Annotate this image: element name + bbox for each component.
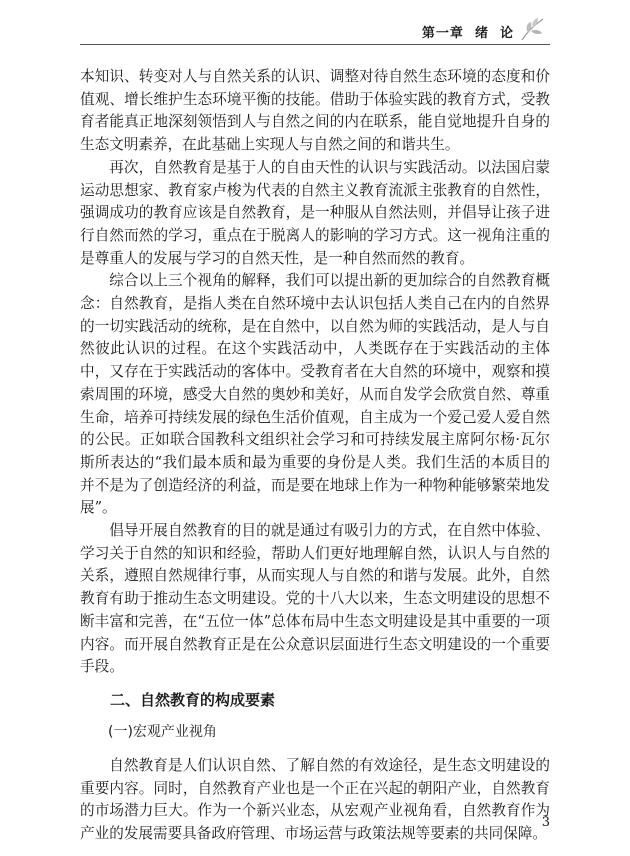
body-paragraph-continued: 本知识、转变对人与自然关系的认识、调整对待自然生态环境的态度和价值观、增长维护生态环境平衡的技能。借助于体验实践的教育方式，受教育者能真正地深刻领悟到人与自然之间的内在联系，能自觉地提升自身的生态文明素养，在此基础上实现人与自然之间的和谐共生。 [80, 68, 550, 154]
subsection-heading: (一)宏观产业视角 [108, 723, 217, 740]
page-body [80, 66, 550, 846]
chapter-title: 第一章 绪 论 [421, 26, 514, 41]
body-paragraph: 再次，自然教育是基于人的自由天性的认识与实践活动。以法国启蒙运动思想家、教育家卢梭为代表的自然主义教育流派主张教育的自然性，强调成功的教育应该是自然教育，是一种服从自然法则，并倡导让孩子进行自然而然的学习，重点在于脱离人的影响的学习方式。这一视角注重的是尊重人的发展与学习的自然天性，是一种自然而然的教育。 [80, 158, 550, 267]
section-heading: 二、自然教育的构成要素 [110, 690, 276, 709]
leaf-icon [518, 16, 546, 42]
body-paragraph: 综合以上三个视角的解释，我们可以提出新的更加综合的自然教育概念：自然教育，是指人类在自然环境中去认识包括人类自己在内的自然界的一切实践活动的统称，是在自然中，以自然为师的实践活动，是人与自然彼此认识的过程。在这个实践活动中，人类既存在于实践活动的主体中，又存在于实践活动的客体中。受教育者在大自然的环境中，观察和摸索周围的环境，感受大自然的奥妙和美好，从而自发学会欣赏自然、尊重生命，培养可持续发展的绿色生活价值观，自主成为一个爱己爱人爱自然的公民。正如联合国教科文组织社会学习和可持续发展主席阿尔杨·瓦尔斯所表达的“我们最本质和最为重要的身份是人类。我们生活的本质目的并不是为了创造经济的利益，而是要在地球上作为一种物种能够繁荣地发展”。 [80, 272, 550, 517]
body-paragraph: 自然教育是人们认识自然、了解自然的有效途径，是生态文明建设的重要内容。同时，自然教育产业也是一个正在兴起的朝阳产业，自然教育的市场潜力巨大。作为一个新兴业态，从宏观产业视角看，自然教育作为产业的发展需要具备政府管理、市场运营与政策法规等要素的共同保障。 [80, 756, 550, 843]
page-number: 3 [541, 815, 550, 830]
body-paragraph: 倡导开展自然教育的目的就是通过有吸引力的方式，在自然中体验、学习关于自然的知识和经验，帮助人们更好地理解自然，认识人与自然的关系，遵照自然规律行事，从而实现人与自然的和谐与发展。此外，自然教育有助于推动生态文明建设。党的十八大以来，生态文明建设的思想不断丰富和完善，在“五位一体”总体布局中生态文明建设是其中重要的一项内容。而开展自然教育正是在公众意识层面进行生态文明建设的一个重要手段。 [80, 522, 550, 676]
running-header [80, 18, 550, 45]
